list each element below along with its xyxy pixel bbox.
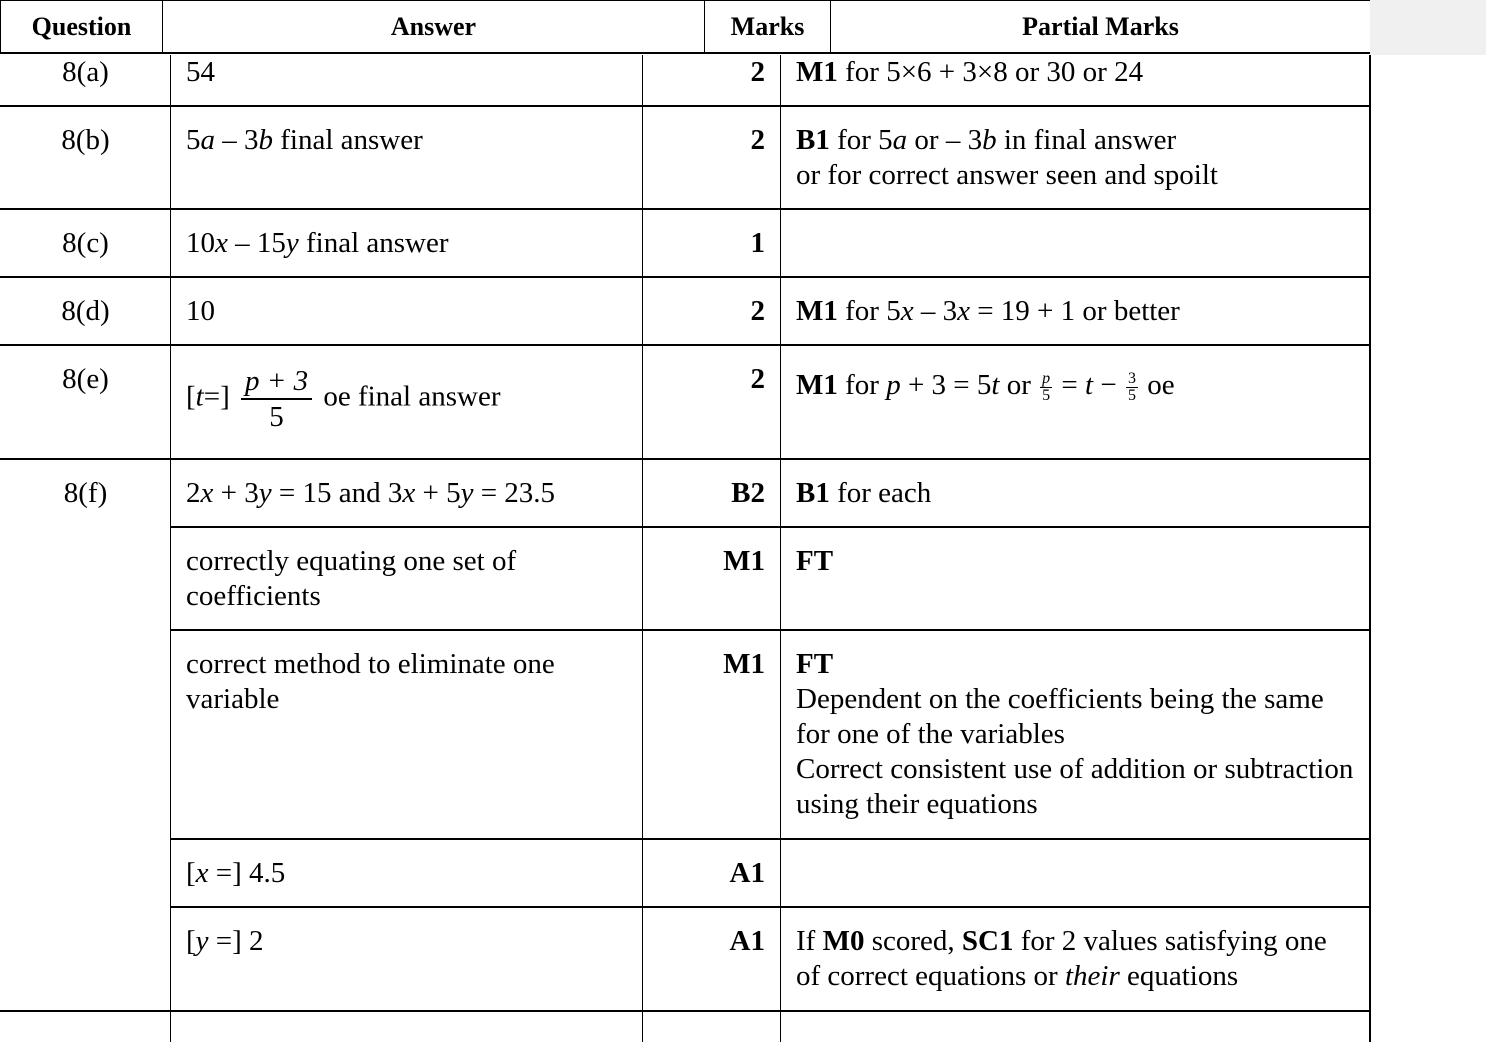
answer-part: =]	[203, 380, 230, 413]
partial-code: B1	[796, 124, 830, 156]
fraction-denominator: 5	[1042, 386, 1051, 404]
question-cell: 8(c)	[62, 227, 109, 259]
answer-cell: correctly equating one set of coefficients	[170, 528, 643, 629]
partial-part: scored,	[864, 925, 962, 957]
partial-cell	[780, 528, 1371, 629]
answer-cell	[170, 346, 643, 458]
answer-cell	[170, 840, 643, 906]
answer-part: 5	[186, 124, 201, 156]
partial-part: for 5	[845, 295, 901, 327]
partial-var: x	[957, 295, 970, 327]
partial-code: SC1	[961, 925, 1014, 957]
answer-cell	[170, 210, 643, 276]
answer-part: oe final answer	[323, 380, 501, 413]
partial-code: M0	[822, 925, 865, 957]
header-marks: Marks	[704, 0, 831, 54]
table-row	[0, 210, 1371, 278]
partial-cell	[780, 908, 1371, 1010]
partial-line	[796, 123, 1369, 158]
partial-code: B1	[796, 477, 830, 509]
question-cell: 8(d)	[61, 295, 110, 327]
sub-row	[170, 908, 1371, 1012]
answer-part: = 15 and 3	[271, 477, 403, 509]
answer-var: x	[200, 477, 214, 509]
marks-cell: 2	[642, 107, 781, 208]
answer-part: – 3	[215, 124, 259, 156]
partial-code: M1	[796, 369, 838, 401]
answer-var: a	[200, 124, 215, 156]
marks-cell: 2	[642, 278, 781, 344]
question-cell: 8(e)	[62, 363, 109, 395]
partial-part: or	[999, 369, 1039, 401]
marks-cell	[642, 1012, 781, 1042]
partial-line: Correct consistent use of addition or subtraction using their equations	[796, 753, 1354, 820]
partial-cell	[780, 278, 1371, 344]
partial-cell	[780, 460, 1371, 526]
partial-cell	[780, 55, 1371, 105]
partial-part: in final answer	[996, 124, 1177, 156]
partial-text: for 5×6 + 3×8 or 30 or 24	[845, 56, 1144, 88]
partial-part: =	[1054, 369, 1086, 401]
partial-var: t	[991, 369, 1000, 401]
partial-part: equations	[1119, 960, 1239, 992]
partial-line: or for correct answer seen and spoilt	[796, 159, 1218, 191]
partial-part: for 2 values satisfying one of correct equations or	[796, 925, 1327, 992]
partial-text: for each	[829, 477, 932, 509]
marks-cell: M1	[642, 528, 781, 629]
partial-code: FT	[796, 545, 834, 577]
fraction-numerator: p + 3	[241, 364, 312, 400]
partial-part: = 19 + 1 or better	[969, 295, 1180, 327]
partial-part: If	[796, 925, 823, 957]
marks-cell: A1	[642, 908, 781, 1010]
partial-part: for 5	[837, 124, 893, 156]
partial-cell	[780, 1012, 1371, 1042]
partial-var: a	[892, 124, 908, 156]
partial-part: + 3 = 5	[900, 369, 992, 401]
answer-part: 10	[186, 227, 215, 259]
partial-cell	[780, 840, 1371, 906]
marks-cell: 2	[642, 346, 781, 458]
small-fraction	[1126, 371, 1138, 404]
partial-part: oe	[1139, 369, 1175, 401]
sub-row	[170, 528, 1371, 631]
sub-rows	[170, 460, 1371, 1012]
partial-var: p	[886, 369, 901, 401]
fraction-denominator: 5	[1127, 386, 1136, 404]
answer-part: [	[186, 925, 196, 957]
answer-var: y	[285, 227, 299, 259]
table-row	[0, 346, 1371, 460]
answer-part: + 3	[213, 477, 259, 509]
table-row	[0, 107, 1371, 210]
question-cell: 8(a)	[62, 56, 109, 88]
partial-code: M1	[796, 56, 838, 88]
marks-cell: 2	[642, 55, 781, 105]
answer-var: y	[460, 477, 474, 509]
header-question: Question	[0, 0, 163, 54]
header-filler	[1370, 0, 1486, 55]
partial-part: −	[1093, 369, 1124, 401]
fraction	[241, 364, 312, 434]
partial-italic: their	[1064, 960, 1120, 992]
partial-cell	[780, 210, 1371, 276]
answer-cell	[170, 1012, 643, 1042]
header-answer: Answer	[162, 0, 705, 54]
answer-var: t	[195, 380, 204, 413]
answer-cell	[170, 460, 643, 526]
table-row	[0, 278, 1371, 346]
marks-cell: M1	[642, 631, 781, 838]
sub-row	[170, 840, 1371, 908]
question-cell	[0, 1012, 171, 1042]
answer-var: x	[215, 227, 228, 259]
answer-part: + 5	[415, 477, 461, 509]
partial-cell	[780, 107, 1371, 208]
answer-var: b	[258, 124, 273, 156]
marks-cell: 1	[642, 210, 781, 276]
partial-part: or – 3	[907, 124, 983, 156]
partial-code: M1	[796, 295, 838, 327]
partial-var: x	[900, 295, 914, 327]
answer-part: – 15	[227, 227, 286, 259]
table-row	[0, 55, 1371, 107]
answer-var: x	[402, 477, 416, 509]
partial-part: – 3	[913, 295, 958, 327]
answer-part: =] 2	[208, 925, 264, 957]
question-cell: 8(f)	[63, 477, 108, 509]
answer-part: final answer	[273, 124, 423, 156]
answer-part: [	[186, 380, 196, 413]
partial-cell	[780, 346, 1371, 458]
partial-cell	[780, 631, 1371, 838]
answer-part: [	[186, 857, 196, 889]
answer-cell: correct method to eliminate one variable	[170, 631, 643, 838]
small-fraction	[1040, 371, 1052, 404]
partial-var: t	[1085, 369, 1094, 401]
fraction-numerator: 3	[1127, 369, 1136, 387]
answer-cell	[170, 107, 643, 208]
table-row-continued	[0, 1012, 1371, 1042]
header-partial-marks: Partial Marks	[830, 0, 1371, 54]
table-row-group	[0, 460, 1371, 1012]
marks-cell: B2	[642, 460, 781, 526]
partial-line: Dependent on the coefficients being the same for one of the variables	[796, 683, 1324, 750]
partial-part: for	[845, 369, 887, 401]
answer-var: y	[258, 477, 272, 509]
sub-row	[170, 460, 1371, 528]
answer-part: 2	[186, 477, 201, 509]
partial-var: b	[982, 124, 997, 156]
table-header	[0, 0, 1486, 56]
marks-cell: A1	[642, 840, 781, 906]
partial-code: FT	[796, 648, 834, 680]
sub-row	[170, 631, 1371, 840]
mark-scheme-table	[0, 55, 1371, 1042]
answer-part: =] 4.5	[208, 857, 286, 889]
question-cell: 8(b)	[61, 124, 110, 156]
answer-cell	[170, 908, 643, 1010]
answer-var: x	[195, 857, 209, 889]
answer-cell: 10	[170, 278, 643, 344]
answer-cell: 54	[170, 55, 643, 105]
answer-part: = 23.5	[473, 477, 556, 509]
fraction-denominator: 5	[269, 401, 284, 433]
answer-part: final answer	[298, 227, 449, 259]
answer-var: y	[195, 925, 209, 957]
fraction-numerator: p	[1042, 369, 1051, 387]
